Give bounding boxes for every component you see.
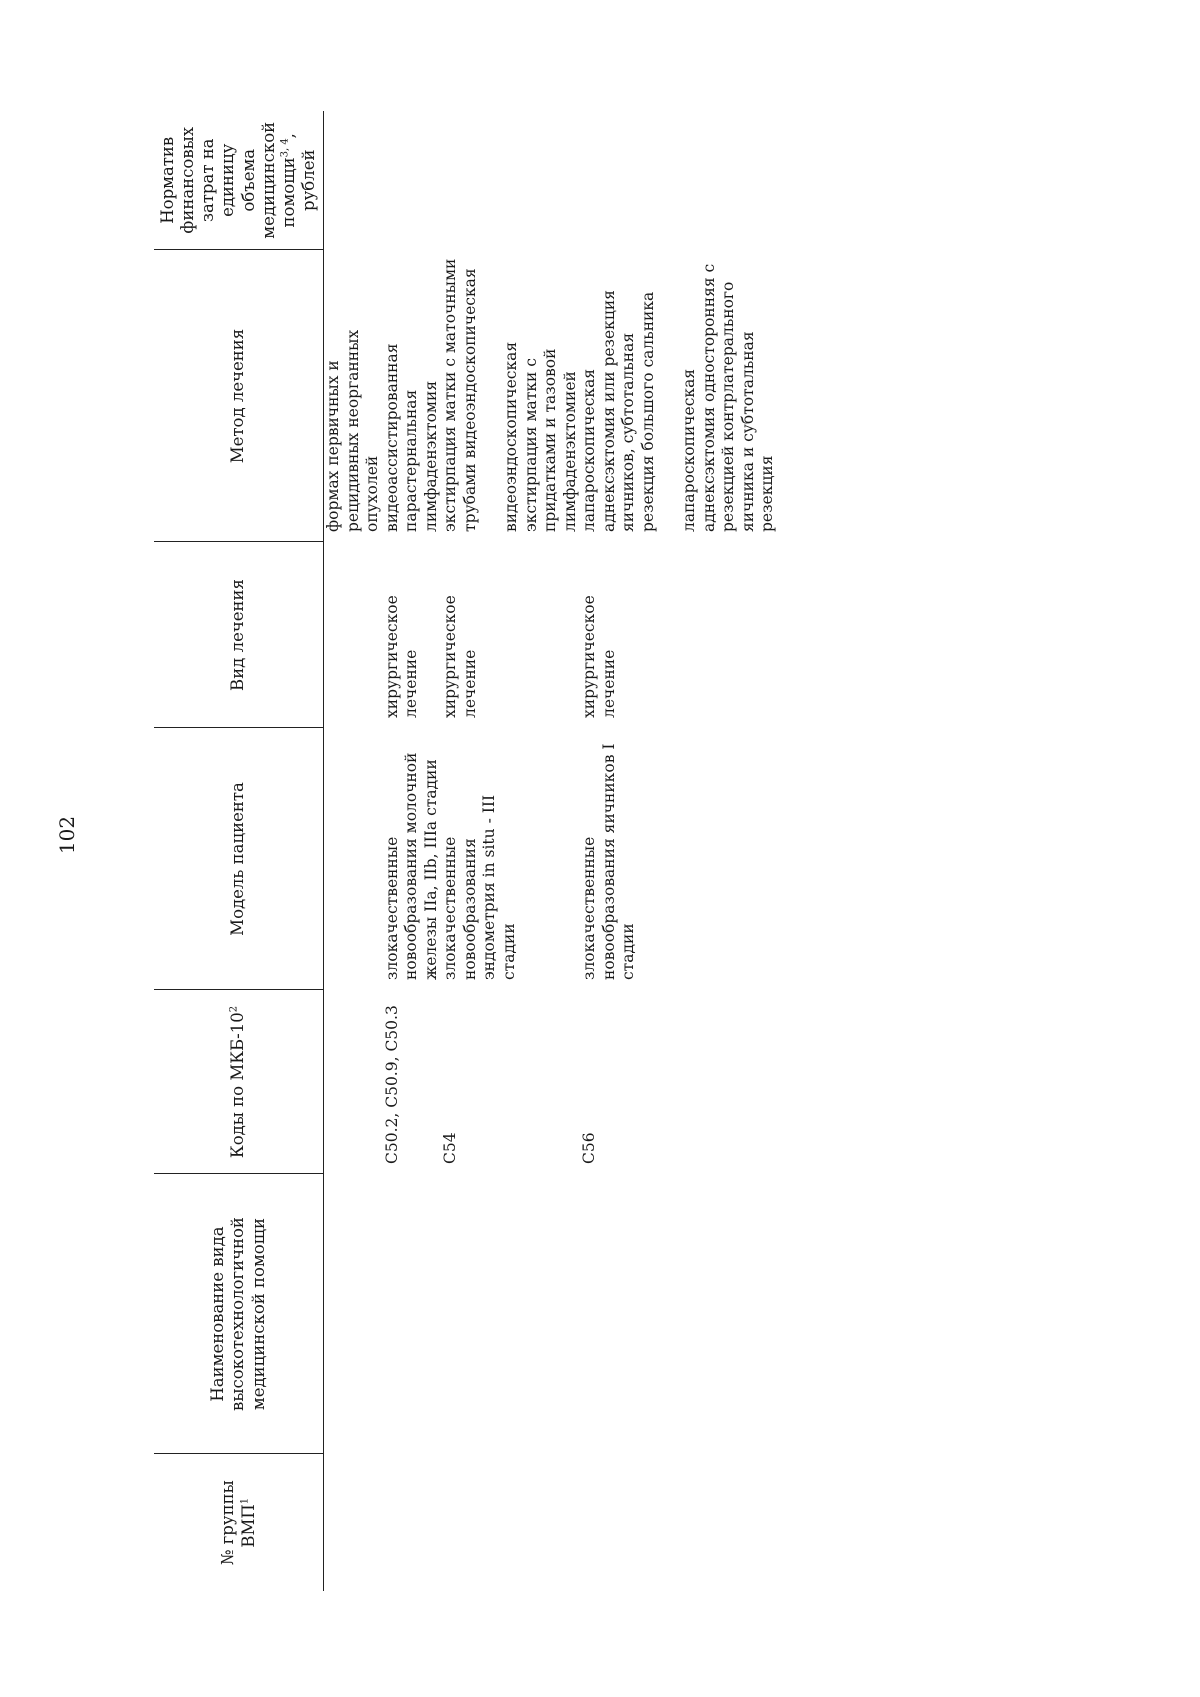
cell-method xyxy=(383,250,442,542)
method-text: видеоэндоскопическая экстирпация матки с придатками и тазовой лимфаденэктомией xyxy=(502,341,579,532)
header-treatment-method: Метод лечения xyxy=(154,250,324,542)
header-group-no: № группы ВМП$^1$ xyxy=(154,1454,324,1591)
cell-method xyxy=(441,250,580,542)
table-row xyxy=(441,111,580,1591)
method-text: экстирпация матки с маточными трубами видеоэндоскопическая xyxy=(441,258,479,532)
header-treatment-type: Вид лечения xyxy=(154,542,324,728)
cell-cost xyxy=(383,111,442,250)
cell-codes: C50.2, C50.9, C50.3 xyxy=(382,1005,401,1164)
table-row xyxy=(324,111,383,1591)
cell-codes: C56 xyxy=(580,1132,599,1164)
cell-group-no xyxy=(441,1454,580,1591)
cell-kind: хирургическое лечение xyxy=(441,595,479,718)
cell-method xyxy=(324,250,383,542)
method-text: лапароскопическая аднексэктомия или резекция яичников, субтотальная резекция большого сальника xyxy=(580,290,657,532)
page-number: 102 xyxy=(55,815,79,855)
cell-kind: хирургическое лечение xyxy=(382,595,421,718)
cell-cost xyxy=(580,111,778,250)
cell-model: злокачественные новообразования эндометрия in situ - III стадии xyxy=(441,794,518,980)
cell-name xyxy=(580,1174,778,1454)
cell-group-no xyxy=(580,1454,778,1591)
table-row xyxy=(383,111,442,1591)
header-icd-codes: Коды по МКБ-$10^2$ xyxy=(154,990,324,1174)
cell-kind: хирургическое лечение xyxy=(580,595,618,718)
cell-group-no xyxy=(383,1454,442,1591)
cell-model: злокачественные новообразования молочной железы IIa, IIb, IIIa стадии xyxy=(382,752,440,980)
cell-codes xyxy=(324,990,383,1174)
cell-model xyxy=(324,728,383,990)
cell-model: злокачественные новообразования яичников I стадии xyxy=(580,743,638,980)
table-header-row xyxy=(154,111,324,1591)
cell-name xyxy=(441,1174,580,1454)
header-cost-standard: Норматив финансовых затрат на единицу объема медицинской помощи$^{3, 4}$, рублей xyxy=(154,111,324,250)
cell-kind xyxy=(324,542,383,728)
cell-method xyxy=(580,250,778,542)
table-row xyxy=(580,111,778,1591)
cell-cost xyxy=(441,111,580,250)
method-text: формах первичных и рецидивных неорганных опухолей xyxy=(324,329,382,532)
method-text: видеоассистированная парастернальная лимфаденэктомия xyxy=(382,343,440,532)
method-text: лапароскопическая аднексэктомия односторонняя с резекцией контрлатерального яичника и субтотальная резекция xyxy=(680,263,777,532)
vmp-table xyxy=(154,111,778,1591)
cell-codes: C54 xyxy=(441,1132,460,1164)
cell-group-no xyxy=(324,1454,383,1591)
header-name: Наименование вида высокотехнологичной медицинской помощи xyxy=(154,1174,324,1454)
cell-cost xyxy=(324,111,383,250)
cell-name xyxy=(324,1174,383,1454)
cell-name xyxy=(383,1174,442,1454)
header-patient-model: Модель пациента xyxy=(154,728,324,990)
